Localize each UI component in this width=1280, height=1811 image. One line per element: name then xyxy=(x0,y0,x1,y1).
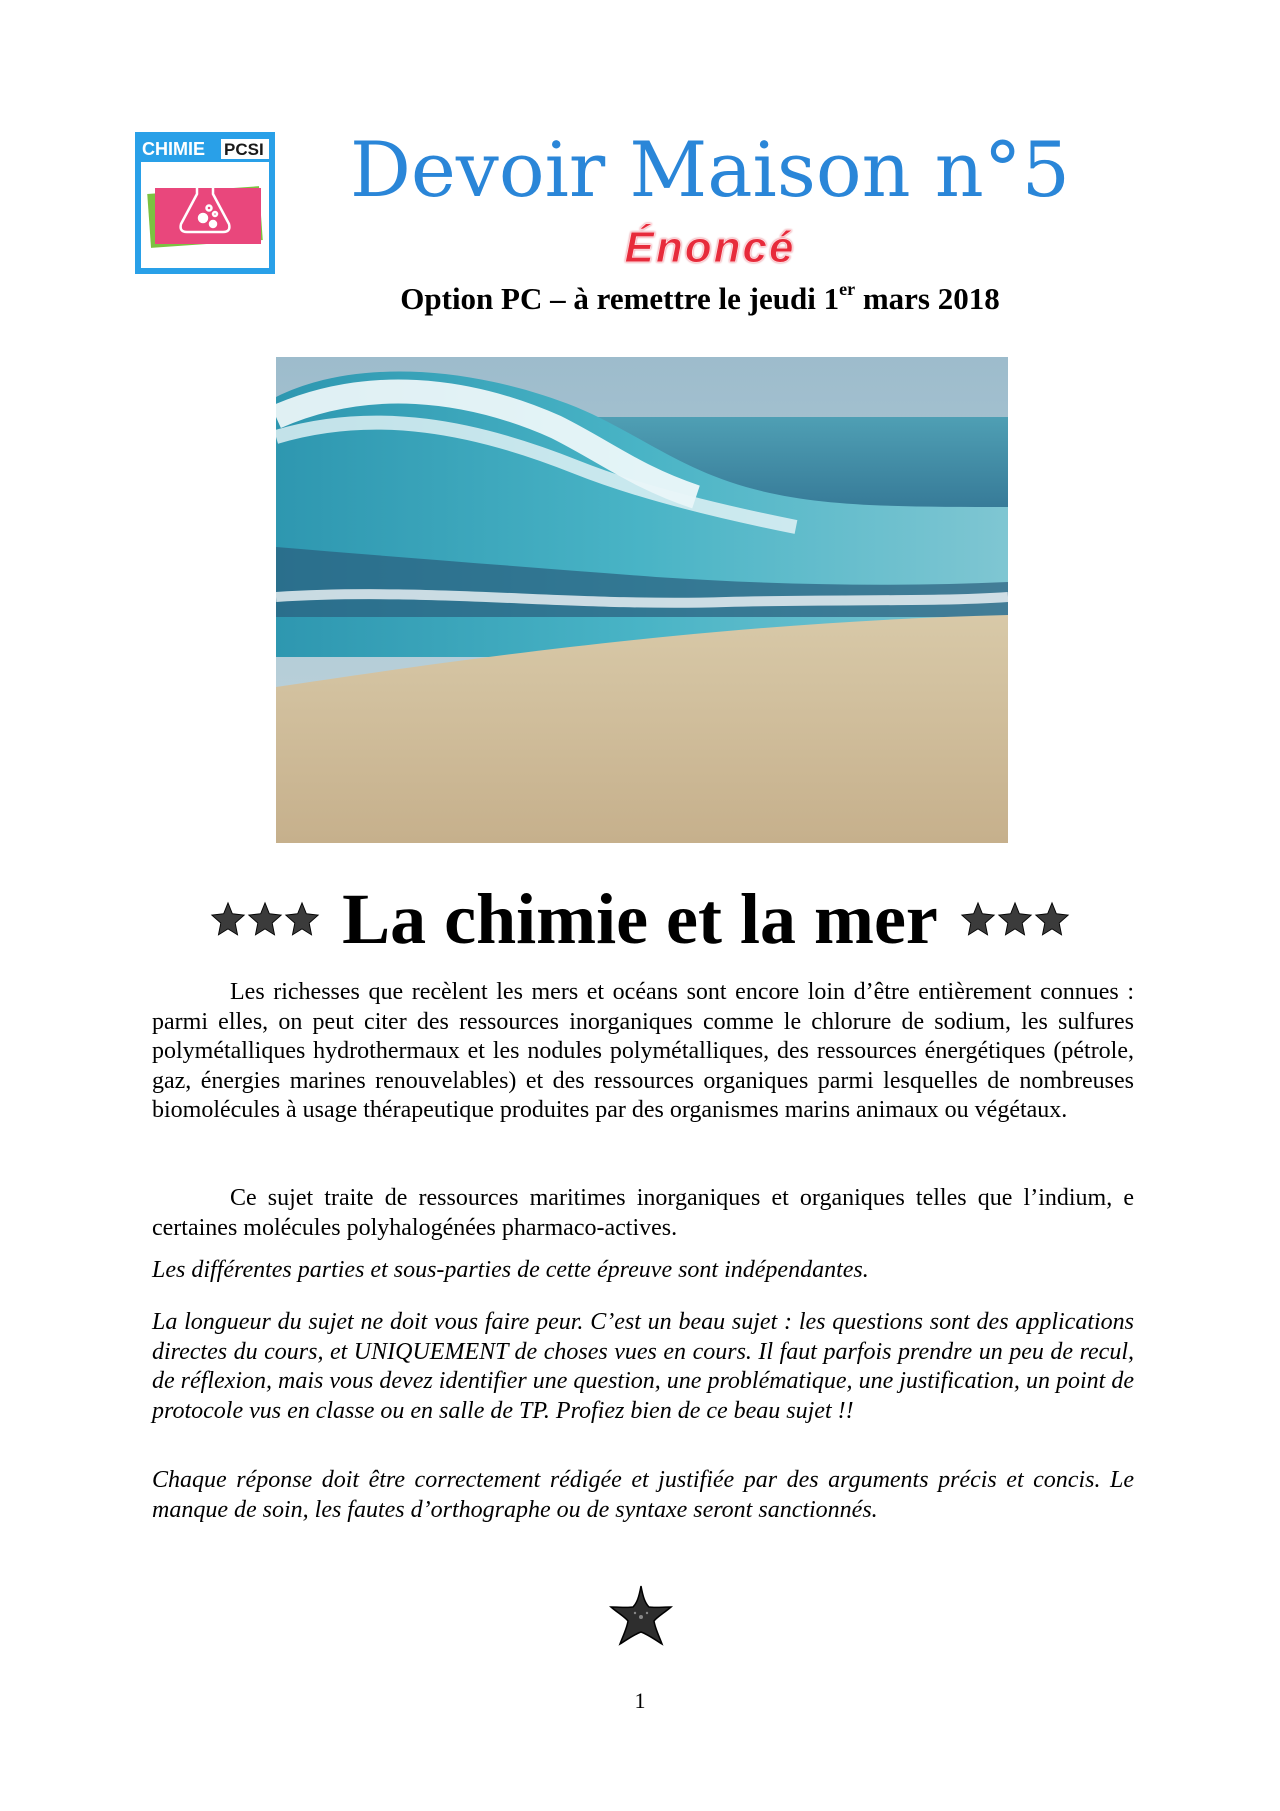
page-title: Devoir Maison n°5 xyxy=(350,125,1070,214)
starfish-icon xyxy=(997,901,1033,937)
intro-paragraph: Les richesses que recèlent les mers et océans sont encore loin d’être entièrement connues : parmi elles, on peut citer des ressources inorganiques comme le chlorure de sodium, les sulfures polymétalliques hydrothermaux et les nodules polymétalliques, des ressources énergétiques (pétrole, gaz, énergies marines renouvelables) et des ressources organiques parmi lesquelles de nombreuses biomolécules à usage thérapeutique produites par des organismes marins animaux ou végétaux. xyxy=(152,979,1134,1124)
starfish-icon xyxy=(210,901,246,937)
due-date-line xyxy=(300,280,1100,317)
starfish-icon xyxy=(284,901,320,937)
logo-text-chimie: CHIMIE xyxy=(142,139,205,159)
starfish-group-right xyxy=(960,901,1070,937)
wave-illustration xyxy=(276,357,1008,843)
chimie-pcsi-logo xyxy=(135,132,275,274)
starfish-icon xyxy=(609,1583,673,1647)
starfish-icon xyxy=(960,901,996,937)
due-date-superscript: er xyxy=(839,279,856,299)
section-heading: La chimie et la mer xyxy=(342,879,938,959)
note-independent-parts: Les différentes parties et sous-parties de cette épreuve sont indépendantes. xyxy=(152,1257,869,1283)
starfish-group-left xyxy=(210,901,320,937)
note-subject-length: La longueur du sujet ne doit vous faire peur. C’est un beau sujet : les questions sont des applications directes du cours, et UNIQUEMENT de choses vues en cours. Il faut parfois prendre un peu de recul, de réflexion, mais vous devez identifier une question, une problématique, une justification, un point de protocole vus en classe ou en salle de TP. Profiez bien de ce beau sujet !! xyxy=(152,1309,1134,1424)
subject-paragraph: Ce sujet traite de ressources maritimes inorganiques et organiques telles que l’indium, e certaines molécules polyhalogénées pharmaco-actives. xyxy=(152,1185,1134,1241)
note-answer-quality: Chaque réponse doit être correctement rédigée et justifiée par des arguments précis et concis. Le manque de soin, les fautes d’orthographe ou de syntaxe seront sanctionnés. xyxy=(152,1467,1134,1523)
logo-text-pcsi: PCSI xyxy=(224,140,264,159)
starfish-icon xyxy=(247,901,283,937)
page-subtitle: Énoncé xyxy=(624,223,796,272)
starfish-icon xyxy=(1034,901,1070,937)
due-date-text: Option PC – à remettre le jeudi 1 xyxy=(400,281,840,316)
section-heading-row xyxy=(140,874,1140,964)
due-date-text-end: mars 2018 xyxy=(855,281,1000,316)
page-number: 1 xyxy=(634,1688,646,1713)
